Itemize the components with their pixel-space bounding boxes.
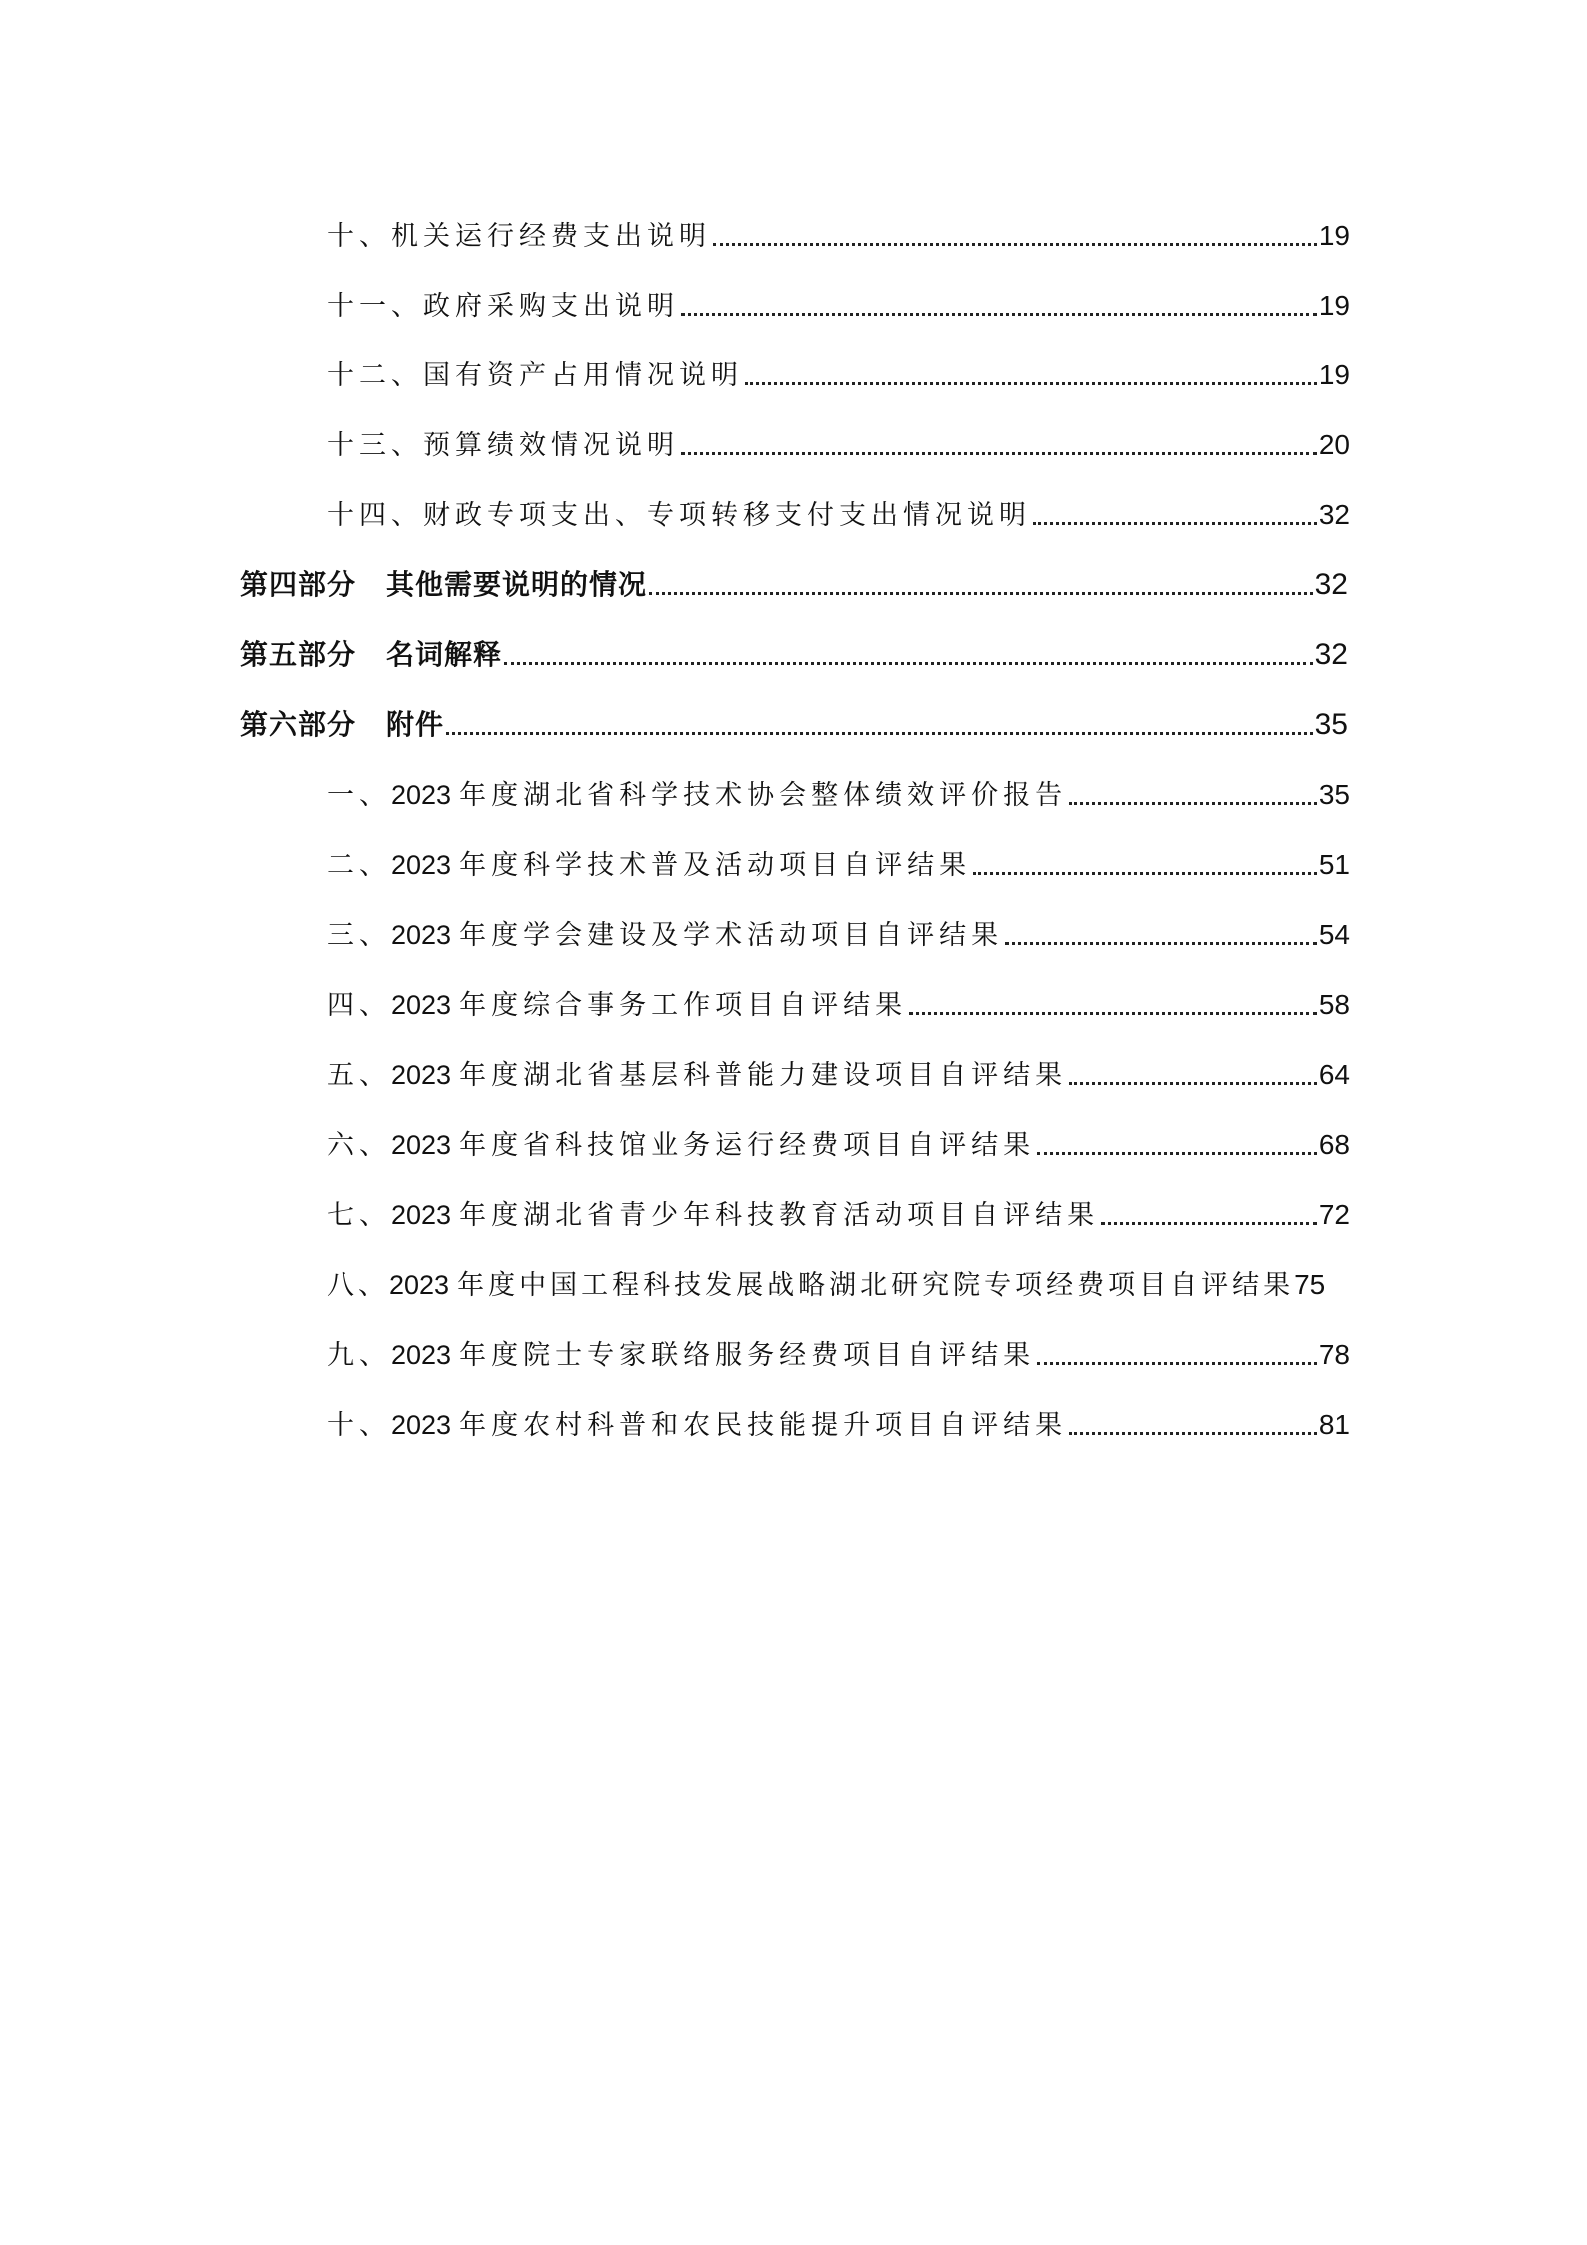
toc-entry-page: 51 [1318, 849, 1350, 880]
toc-entry-page: 58 [1318, 989, 1350, 1020]
toc-entry[interactable] [327, 843, 1350, 887]
toc-entry-year: 2023 [389, 1270, 450, 1300]
dot-leader [446, 732, 1313, 735]
toc-entry-page: 68 [1318, 1129, 1350, 1160]
dot-leader [909, 1012, 1317, 1015]
toc-entry-year: 2023 [391, 1060, 452, 1090]
dot-leader [1005, 942, 1317, 945]
dot-leader [713, 243, 1317, 246]
toc-entry-page: 81 [1318, 1409, 1350, 1440]
toc-entry-title: 年度综合事务工作项目自评结果 [459, 990, 908, 1021]
toc-entry-prefix: 四、 [327, 990, 391, 1021]
toc-entry-title: 年度学会建设及学术活动项目自评结果 [459, 920, 1004, 951]
toc-entry-title: 年度湖北省基层科普能力建设项目自评结果 [459, 1060, 1068, 1091]
dot-leader [1069, 802, 1317, 805]
dot-leader [681, 313, 1317, 316]
toc-entry-page: 32 [1314, 568, 1348, 601]
toc-entry-page: 19 [1318, 290, 1350, 321]
toc-entry-title: 年度院士专家联络服务经费项目自评结果 [459, 1340, 1036, 1371]
toc-entry-prefix: 六、 [327, 1130, 391, 1161]
toc-entry-year: 2023 [391, 1410, 452, 1440]
toc-entry[interactable] [327, 423, 1350, 467]
toc-part-entry[interactable] [240, 703, 1348, 747]
toc-entry-prefix: 三、 [327, 920, 391, 951]
toc-entry[interactable] [327, 773, 1350, 817]
toc-entry-page: 75 [1294, 1269, 1326, 1300]
toc-entry-page: 35 [1314, 708, 1348, 741]
toc-entry-title: 年度湖北省青少年科技教育活动项目自评结果 [459, 1200, 1100, 1231]
toc-entry-page: 32 [1314, 638, 1348, 671]
toc-entry-year: 2023 [391, 1130, 452, 1160]
toc-entry[interactable] [327, 913, 1350, 957]
toc-entry-prefix: 二、 [327, 850, 391, 881]
toc-entry-page: 32 [1318, 499, 1350, 530]
toc-part-entry[interactable] [240, 633, 1348, 677]
dot-leader [973, 872, 1317, 875]
toc-entry[interactable] [327, 1053, 1350, 1097]
toc-entry-title: 十二、国有资产占用情况说明 [327, 360, 743, 391]
toc-entry[interactable] [327, 353, 1350, 397]
dot-leader [1101, 1222, 1317, 1225]
toc-entry-page: 19 [1318, 220, 1350, 251]
toc-part-entry[interactable] [240, 563, 1348, 607]
toc-entry-title: 年度省科技馆业务运行经费项目自评结果 [459, 1130, 1036, 1161]
toc-entry-title: 十四、财政专项支出、专项转移支付支出情况说明 [327, 500, 1031, 531]
toc-entry-title: 年度农村科普和农民技能提升项目自评结果 [459, 1410, 1068, 1441]
toc-entry-year: 2023 [391, 850, 452, 880]
toc-entry-page: 64 [1318, 1059, 1350, 1090]
toc-entry-year: 2023 [391, 990, 452, 1020]
dot-leader [745, 382, 1317, 385]
toc-entry-prefix: 八、 [327, 1270, 389, 1301]
toc-entry[interactable] [327, 1193, 1350, 1237]
toc-entry-prefix: 五、 [327, 1060, 391, 1091]
toc-part-number: 第四部分 [240, 568, 357, 601]
dot-leader [1037, 1362, 1317, 1365]
toc-entry-prefix: 九、 [327, 1340, 391, 1371]
toc-entry-page: 72 [1318, 1199, 1350, 1230]
toc-entry-page: 78 [1318, 1339, 1350, 1370]
dot-leader [504, 662, 1313, 665]
toc-entry-title: 附件 [386, 708, 445, 741]
dot-leader [1037, 1152, 1317, 1155]
toc-entry[interactable] [327, 1123, 1350, 1167]
toc-entry-title: 十、机关运行经费支出说明 [327, 221, 711, 252]
toc-entry[interactable] [327, 1403, 1350, 1447]
toc-part-number: 第五部分 [240, 638, 357, 671]
toc-entry-page: 54 [1318, 919, 1350, 950]
toc-entry-title: 年度科学技术普及活动项目自评结果 [459, 850, 972, 881]
toc-entry-title: 年度中国工程科技发展战略湖北研究院专项经费项目自评结果 [457, 1270, 1295, 1301]
toc-entry-page: 35 [1318, 779, 1350, 810]
dot-leader [1033, 522, 1317, 525]
toc-entry-page: 19 [1318, 359, 1350, 390]
dot-leader [1069, 1082, 1317, 1085]
toc-part-number: 第六部分 [240, 708, 357, 741]
toc-entry-title: 十三、预算绩效情况说明 [327, 430, 679, 461]
toc-entry-year: 2023 [391, 780, 452, 810]
toc-entry-title: 十一、政府采购支出说明 [327, 291, 679, 322]
dot-leader [1069, 1432, 1317, 1435]
toc-entry-prefix: 十、 [327, 1410, 391, 1441]
toc-entry[interactable] [327, 983, 1350, 1027]
dot-leader [681, 452, 1317, 455]
toc-entry[interactable] [327, 1333, 1350, 1377]
toc-entry-page: 20 [1318, 429, 1350, 460]
toc-entry-title: 年度湖北省科学技术协会整体绩效评价报告 [459, 780, 1068, 811]
toc-entry-prefix: 一、 [327, 780, 391, 811]
toc-entry[interactable] [327, 284, 1350, 328]
dot-leader [649, 592, 1313, 595]
toc-entry[interactable] [327, 214, 1350, 258]
toc-entry[interactable] [327, 493, 1350, 537]
toc-entry-year: 2023 [391, 1200, 452, 1230]
toc-entry-title: 其他需要说明的情况 [386, 568, 648, 601]
toc-entry-year: 2023 [391, 920, 452, 950]
toc-entry-prefix: 七、 [327, 1200, 391, 1231]
toc-entry-year: 2023 [391, 1340, 452, 1370]
toc-entry[interactable] [327, 1263, 1350, 1307]
toc-entry-title: 名词解释 [386, 638, 503, 671]
